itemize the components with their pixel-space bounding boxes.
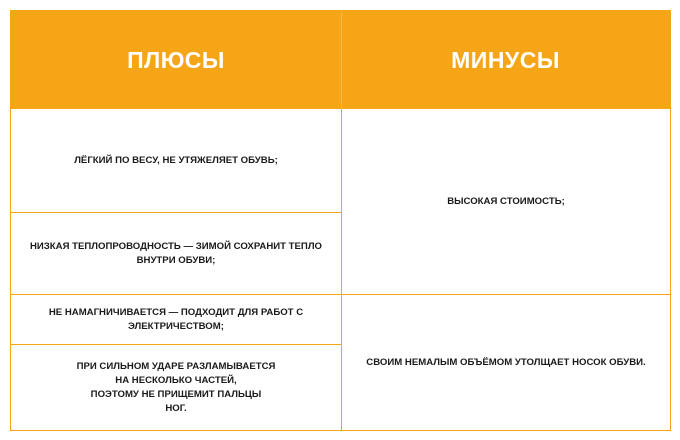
pros-item: НЕ НАМАГНИЧИВАЕТСЯ — ПОДХОДИТ ДЛЯ РАБОТ С ЭЛЕКТРИЧЕСТВОМ; <box>48 306 304 332</box>
cons-header: МИНУСЫ <box>451 46 560 73</box>
pros-item: НИЗКАЯ ТЕПЛОПРОВОДНОСТЬ — ЗИМОЙ СОХРАНИТ ТЕПЛО ВНУТРИ ОБУВИ; <box>29 240 323 266</box>
header-divider <box>341 11 342 109</box>
pros-header: ПЛЮСЫ <box>127 46 225 73</box>
cons-item: ВЫСОКАЯ СТОИМОСТЬ; <box>447 195 565 207</box>
cons-item: СВОИМ НЕМАЛЫМ ОБЪЁМОМ УТОЛЩАЕТ НОСОК ОБУВИ. <box>366 356 646 368</box>
pros-item: ПРИ СИЛЬНОМ УДАРЕ РАЗЛАМЫВАЕТСЯ НА НЕСКОЛЬКО ЧАСТЕЙ, ПОЭТОМУ НЕ ПРИЩЕМИТ ПАЛЬЦЫ НОГ. <box>76 360 276 414</box>
pros-cons-table <box>10 10 671 431</box>
pros-item: ЛЁГКИЙ ПО ВЕСУ, НЕ УТЯЖЕЛЯЕТ ОБУВЬ; <box>74 154 278 166</box>
